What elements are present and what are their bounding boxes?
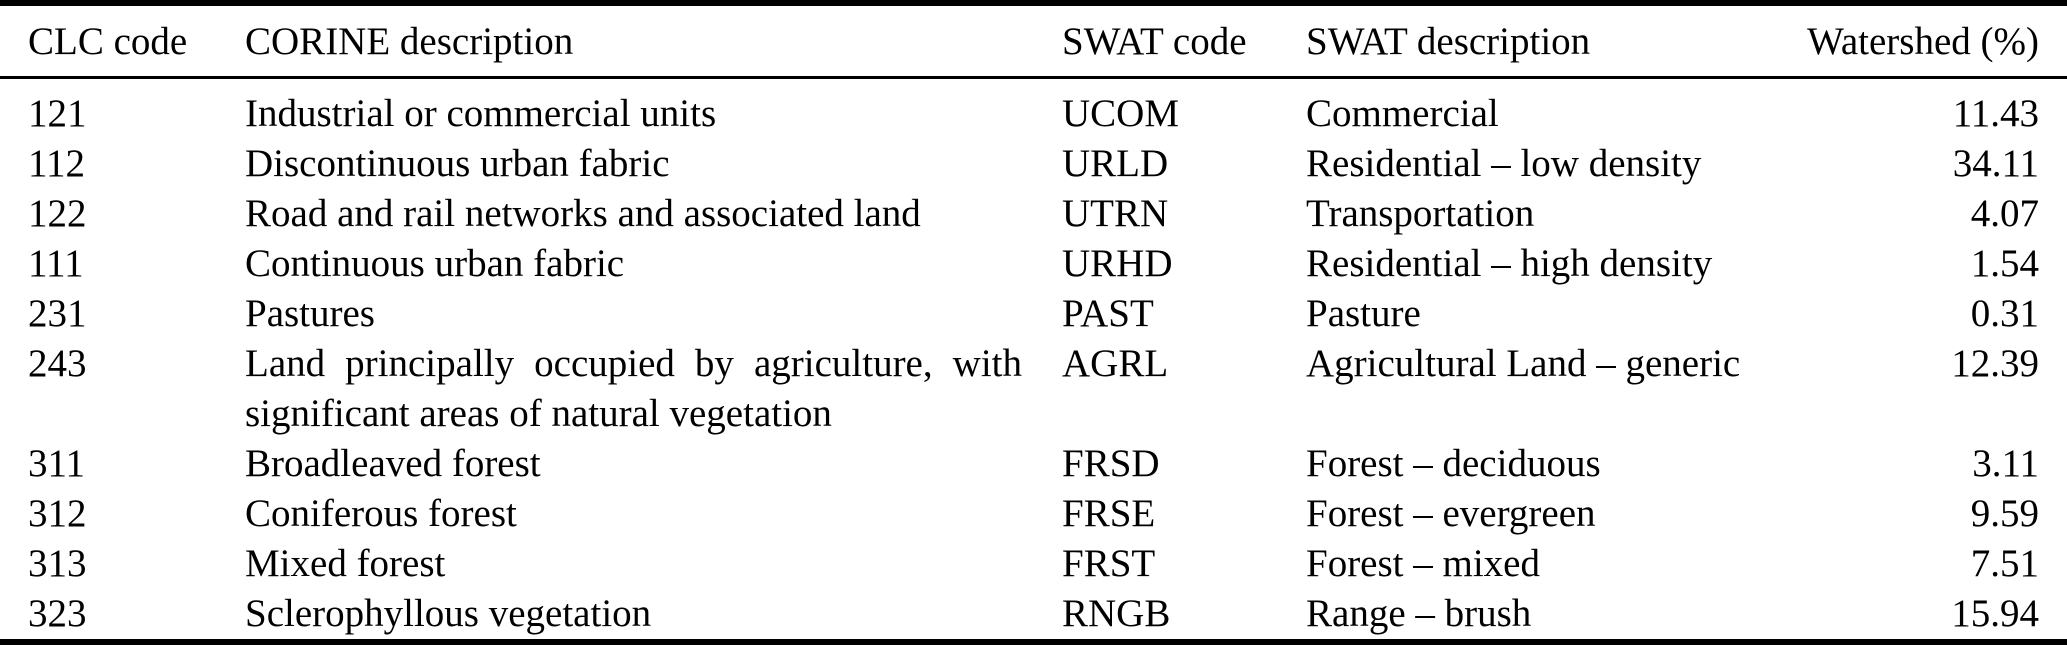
cell-clc-code: 243: [28, 342, 87, 385]
cell-clc-code: 311: [28, 442, 86, 485]
cell-swat-description: Range – brush: [1306, 592, 1532, 635]
cell-swat-code: AGRL: [1062, 342, 1169, 385]
cell-swat-code: RNGB: [1062, 592, 1171, 635]
table-row: [0, 78, 2067, 140]
cell-watershed-pct: 3.11: [1972, 442, 2039, 485]
header-row: [0, 3, 2067, 78]
cell-corine-description: Pastures: [245, 292, 375, 335]
table-row: [0, 439, 2067, 489]
header-watershed-pct: Watershed (%): [1800, 3, 2067, 78]
header-swat-code: SWAT code: [1062, 3, 1306, 78]
cell-swat-description: Pasture: [1306, 292, 1421, 335]
cell-corine-description: Sclerophyllous vegetation: [245, 592, 652, 635]
cell-clc-code: 231: [28, 292, 87, 335]
cell-swat-description: Commercial: [1306, 92, 1499, 135]
cell-watershed-pct: 7.51: [1970, 542, 2039, 585]
cell-swat-code: URHD: [1062, 242, 1173, 285]
cell-watershed-pct: 12.39: [1951, 342, 2039, 385]
cell-corine-description: Continuous urban fabric: [245, 242, 625, 285]
cell-swat-code: URLD: [1062, 142, 1169, 185]
cell-clc-code: 122: [28, 192, 87, 235]
cell-swat-code: FRSE: [1062, 492, 1156, 535]
cell-swat-code: UTRN: [1062, 192, 1169, 235]
cell-corine-description: Land principally occupied by agriculture, with significant areas of natural vegetation: [245, 342, 1022, 435]
cell-swat-code: FRST: [1062, 542, 1156, 585]
cell-corine-description: Road and rail networks and associated land: [245, 192, 921, 235]
cell-watershed-pct: 15.94: [1951, 592, 2039, 635]
cell-clc-code: 112: [28, 142, 86, 185]
cell-swat-description: Residential – low density: [1306, 142, 1702, 185]
table-row: [0, 189, 2067, 239]
table-row: [0, 139, 2067, 189]
table-row: [0, 539, 2067, 589]
cell-swat-code: PAST: [1062, 292, 1154, 335]
cell-corine-description: Broadleaved forest: [245, 442, 541, 485]
table-header: [0, 3, 2067, 78]
cell-corine-description: Discontinuous urban fabric: [245, 142, 670, 185]
cell-watershed-pct: 4.07: [1970, 192, 2039, 235]
cell-watershed-pct: 9.59: [1970, 492, 2039, 535]
header-clc-code: CLC code: [0, 3, 245, 78]
cell-swat-code: UCOM: [1062, 92, 1180, 135]
cell-clc-code: 323: [28, 592, 87, 635]
cell-watershed-pct: 0.31: [1970, 292, 2039, 335]
cell-corine-description: Mixed forest: [245, 542, 446, 585]
cell-clc-code: 312: [28, 492, 87, 535]
cell-swat-code: FRSD: [1062, 442, 1160, 485]
cell-clc-code: 313: [28, 542, 87, 585]
cell-watershed-pct: 1.54: [1970, 242, 2039, 285]
cell-corine-description: Coniferous forest: [245, 492, 517, 535]
cell-swat-description: Forest – deciduous: [1306, 442, 1601, 485]
cell-watershed-pct: 34.11: [1952, 142, 2039, 185]
table-body: [0, 78, 2067, 643]
table-row: [0, 489, 2067, 539]
cell-swat-description: Transportation: [1306, 192, 1535, 235]
cell-watershed-pct: 11.43: [1952, 92, 2039, 135]
header-corine-description: CORINE description: [245, 3, 1062, 78]
cell-swat-description: Forest – evergreen: [1306, 492, 1596, 535]
table-row: [0, 289, 2067, 339]
cell-clc-code: 121: [28, 92, 87, 135]
cell-swat-description: Forest – mixed: [1306, 542, 1540, 585]
cell-clc-code: 111: [28, 242, 84, 285]
table-row: [0, 589, 2067, 642]
header-swat-description: SWAT description: [1306, 3, 1800, 78]
table-row: [0, 239, 2067, 289]
cell-corine-description: Industrial or commercial units: [245, 92, 717, 135]
cell-swat-description: Agricultural Land – generic: [1306, 342, 1741, 385]
cell-swat-description: Residential – high density: [1306, 242, 1713, 285]
table-row: [0, 339, 2067, 439]
